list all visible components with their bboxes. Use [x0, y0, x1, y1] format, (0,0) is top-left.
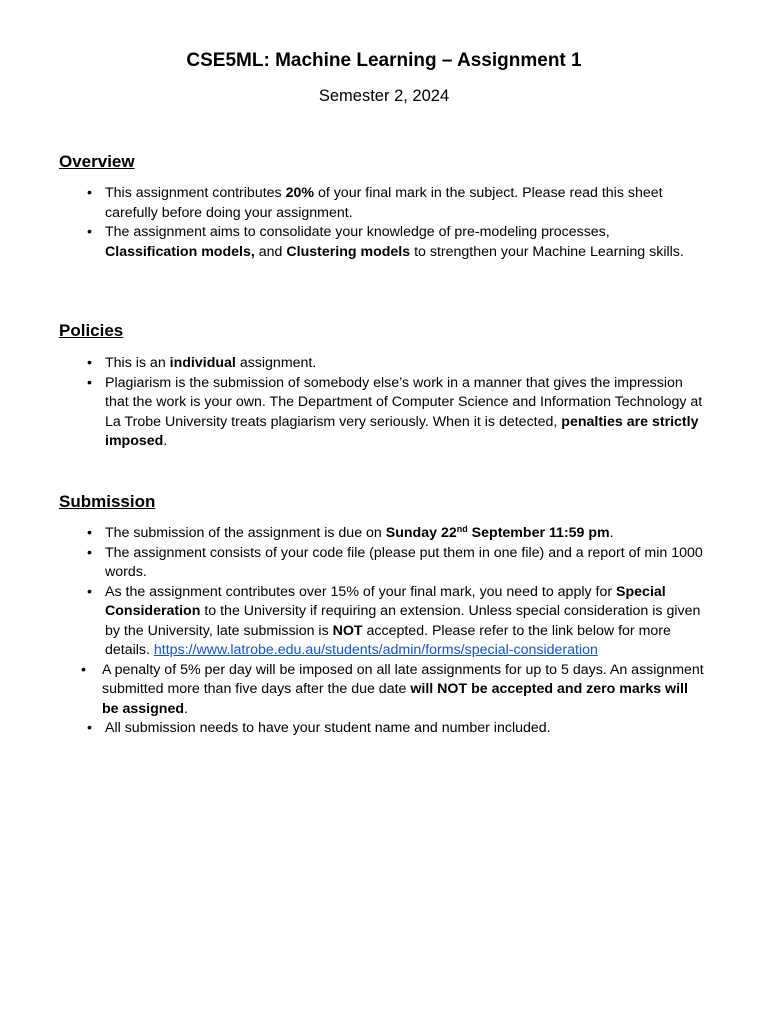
submission-list — [59, 524, 704, 739]
bullet-icon: • — [87, 374, 92, 391]
document-subtitle: Semester 2, 2024 — [318, 87, 450, 105]
bullet-icon: • — [87, 544, 92, 561]
list-item: • A penalty of 5% per day will be imposed on all late assignments for up to 5 days. An assignment submitted more than five days after the due date will NOT be accepted and zero marks will be assigned. — [81, 661, 704, 717]
policies-heading: Policies — [59, 321, 124, 340]
list-item: • All submission needs to have your student name and number included. — [59, 719, 704, 739]
special-consideration-link[interactable]: https://www.latrobe.edu.au/students/admin/forms/special-consideration — [153, 642, 598, 658]
list-item: • The assignment aims to consolidate your knowledge of pre-modeling processes, Classification models, and Clustering models to strengthen your Machine Learning skills. — [87, 224, 684, 260]
policies-list — [59, 354, 704, 452]
list-item: • The submission of the assignment is due on Sunday 22nd September 11:59 pm. — [59, 524, 704, 544]
list-item: • Plagiarism is the submission of somebody else’s work in a manner that gives the impression that the work is your own. The Department of Computer Science and Information Technology at La Trobe University treats plagiarism very seriously. When it is detected, penalties are strictly imposed. — [87, 374, 703, 449]
submission-heading: Submission — [59, 492, 156, 511]
list-item: • This is an individual assignment. — [59, 354, 704, 374]
bullet-icon: • — [87, 185, 92, 201]
bullet-icon: • — [87, 720, 92, 736]
bullet-icon: • — [87, 583, 92, 600]
list-item: • This assignment contributes 20% of your final mark in the subject. Please read this sheet carefully before doing your assignment. — [87, 185, 663, 221]
overview-list — [59, 184, 704, 262]
bullet-icon: • — [87, 224, 92, 240]
list-item: • The assignment consists of your code file (please put them in one file) and a report of min 1000 words. — [87, 544, 703, 580]
list-item: • As the assignment contributes over 15% of your final mark, you need to apply for Special Consideration to the University if requiring an extension. Unless special consideration is given by the University, late submission is NOT accepted. Please refer to the link below for more details. https://www.latrobe.edu.au/students/admin/forms/special-consideration — [87, 583, 701, 658]
document-title: CSE5ML: Machine Learning – Assignment 1 — [186, 50, 582, 71]
overview-heading: Overview — [59, 152, 135, 171]
bullet-icon: • — [87, 525, 92, 541]
bullet-icon: • — [81, 661, 86, 678]
bullet-icon: • — [87, 355, 92, 371]
